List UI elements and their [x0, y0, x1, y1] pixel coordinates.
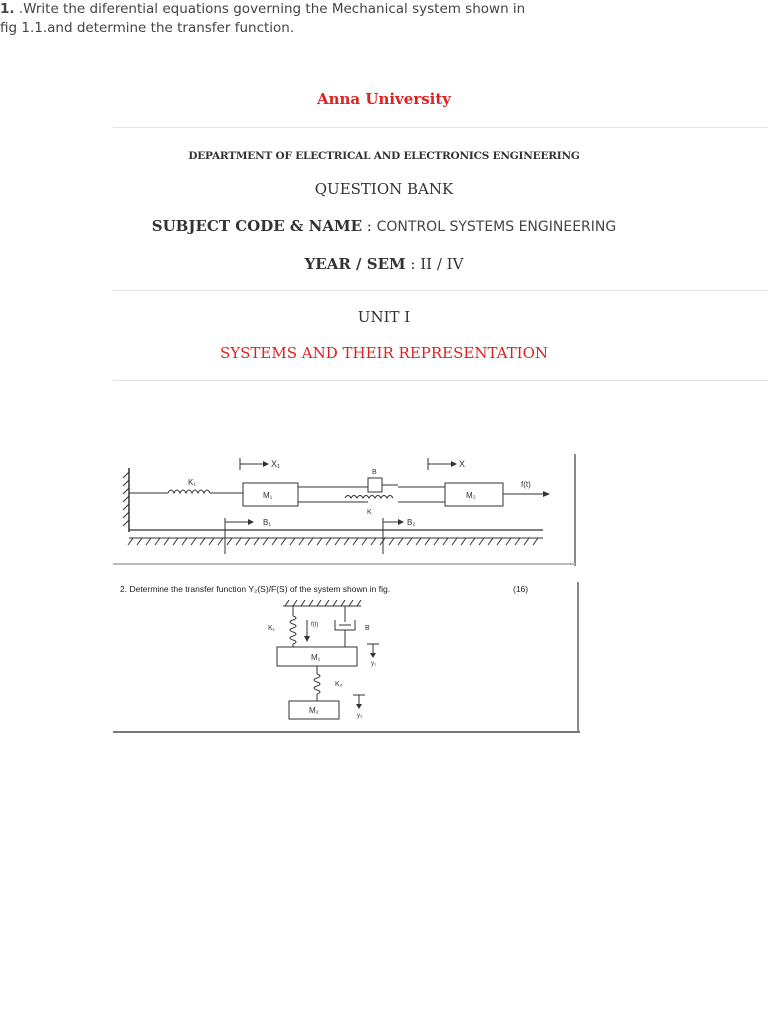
label-k2: K₂ — [335, 681, 343, 688]
divider — [113, 380, 768, 381]
figure-1-mechanical-system — [113, 450, 580, 568]
label-m1: M₁ — [263, 491, 273, 500]
year-sem-value: II / IV — [420, 255, 464, 273]
subject-value: CONTROL SYSTEMS ENGINEERING — [376, 219, 617, 235]
subject-label: SUBJECT CODE & NAME — [151, 217, 363, 235]
year-sem-line — [0, 255, 768, 273]
subject-line — [0, 217, 768, 235]
label-y1: y₁ — [371, 661, 377, 667]
label-b: B — [372, 469, 377, 476]
department-name: DEPARTMENT OF ELECTRICAL AND ELECTRONICS ENGINEERING — [188, 150, 580, 162]
unit-number: UNIT I — [357, 308, 411, 326]
figure-2-question: 2. Determine the transfer function Y₂(S)/F(S) of the system shown in fig. — [120, 584, 391, 594]
label-x: X — [459, 459, 466, 469]
figure-2-marks: (16) — [513, 584, 529, 594]
unit-title: SYSTEMS AND THEIR REPRESENTATION — [219, 344, 549, 362]
question-number: 1. — [0, 1, 15, 17]
label-y2: y₂ — [357, 713, 363, 719]
document-type: QUESTION BANK — [314, 180, 454, 198]
label-k1: K₁ — [188, 478, 197, 487]
year-sem-separator: : — [405, 255, 421, 273]
label-ft: f(t) — [311, 622, 319, 628]
label-k: K — [367, 509, 372, 516]
label-x1: X₁ — [271, 459, 281, 469]
year-sem-label: YEAR / SEM — [304, 255, 406, 273]
label-b2: B₂ — [407, 518, 416, 527]
label-b1: B₁ — [263, 518, 272, 527]
university-title: Anna University — [316, 90, 452, 108]
label-ft: f(t) — [521, 480, 531, 489]
label-m2: M₂ — [466, 491, 476, 500]
label-m1: M₁ — [311, 653, 321, 662]
subject-separator: : — [362, 217, 377, 235]
divider — [113, 127, 768, 128]
question-1 — [0, 0, 540, 38]
divider — [113, 290, 768, 291]
label-k1: K₁ — [268, 625, 276, 632]
label-m2: M₂ — [309, 706, 319, 715]
label-b: B — [365, 625, 370, 632]
question-text: .Write the diferential equations governing the Mechanical system shown in fig 1.1.and determine the transfer function. — [0, 1, 526, 36]
figure-2-vertical-system — [113, 580, 583, 734]
